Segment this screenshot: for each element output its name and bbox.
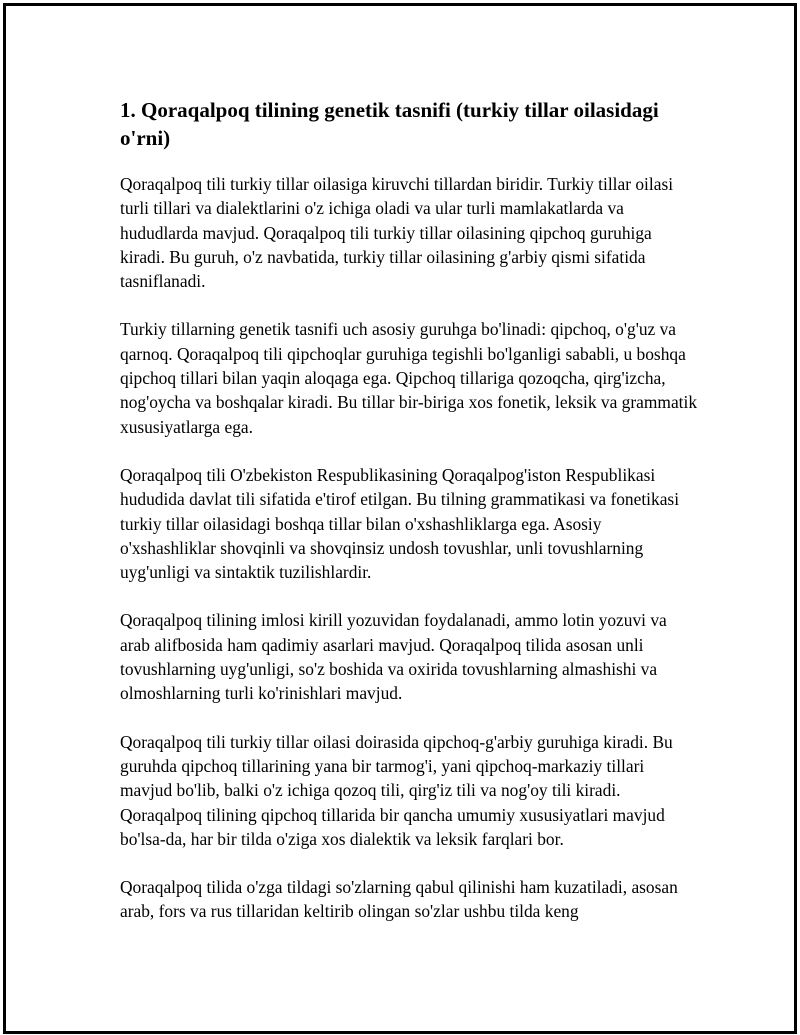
paragraph-1: Qoraqalpoq tili turkiy tillar oilasiga kiruvchi tillardan biridir. Turkiy tillar oilasi turli tillari va dialektlarini o'z ichiga oladi va ular turli mamlakatlarda va hududlarda mavjud. Qoraqalpoq tili turkiy tillar oilasining qipchoq guruhiga kiradi. Bu guruh, o'z navbatida, turkiy tillar oilasining g'arbiy qismi sifatida tasniflanadi. xyxy=(120,174,674,292)
paragraph-4: Qoraqalpoq tilining imlosi kirill yozuvidan foydalanadi, ammo lotin yozuvi va arab alifbosida ham qadimiy asarlari mavjud. Qoraqalpoq tilida asosan unli tovushlarning uyg'unligi, so'z boshida va oxirida tovushlarning almashishi va olmoshlarning turli ko'rinishlari mavjud. xyxy=(120,610,667,704)
document-body xyxy=(120,96,700,948)
paragraph-3: Qoraqalpoq tili O'zbekiston Respublikasining Qoraqalpog'iston Respublikasi hududida davlat tili sifatida e'tirof etilgan. Bu tilning grammatikasi va fonetikasi turkiy tillar oilasidagi boshqa tillar bilan o'xshashliklarga ega. Asosiy o'xshashliklar shovqinli va shovqinsiz undosh tovushlar, unli tovushlarning uyg'unligi va sintaktik tuzilishlardir. xyxy=(120,464,680,583)
paragraph-5: Qoraqalpoq tili turkiy tillar oilasi doirasida qipchoq-g'arbiy guruhiga kiradi. Bu guruhda qipchoq tillarining yana bir tarmog'i, yani qipchoq-markaziy tillari mavjud bo'lib, balki o'z ichiga qozoq tili, qirg'iz tili va nog'oy tili kiradi. Qoraqalpoq tilining qipchoq tillarida bir qancha umumiy xususiyatlari mavjud bo'lsa-da, har bir tilda o'ziga xos dialektik va leksik farqlari bor. xyxy=(120,731,673,849)
paragraph-2: Turkiy tillarning genetik tasnifi uch asosiy guruhga bo'linadi: qipchoq, o'g'uz va qarnoq. Qoraqalpoq tili qipchoqlar guruhiga tegishli bo'lganligi sababli, u boshqa qipchoq tillari bilan yaqin aloqaga ega. Qipchoq tillariga qozoqcha, qirg'izcha, nog'oycha va boshqalar kiradi. Bu tillar bir-biriga xos fonetik, leksik va grammatik xususiyatlarga ega. xyxy=(120,319,698,437)
page-frame xyxy=(3,3,797,1034)
paragraph-6: Qoraqalpoq tilida o'zga tildagi so'zlarning qabul qilinishi ham kuzatiladi, asosan arab, fors va rus tillaridan keltirib olingan so'zlar ushbu tilda keng xyxy=(120,877,678,922)
section-heading: 1. Qoraqalpoq tilining genetik tasnifi (turkiy tillar oilasidagi o'rni) xyxy=(120,98,659,150)
